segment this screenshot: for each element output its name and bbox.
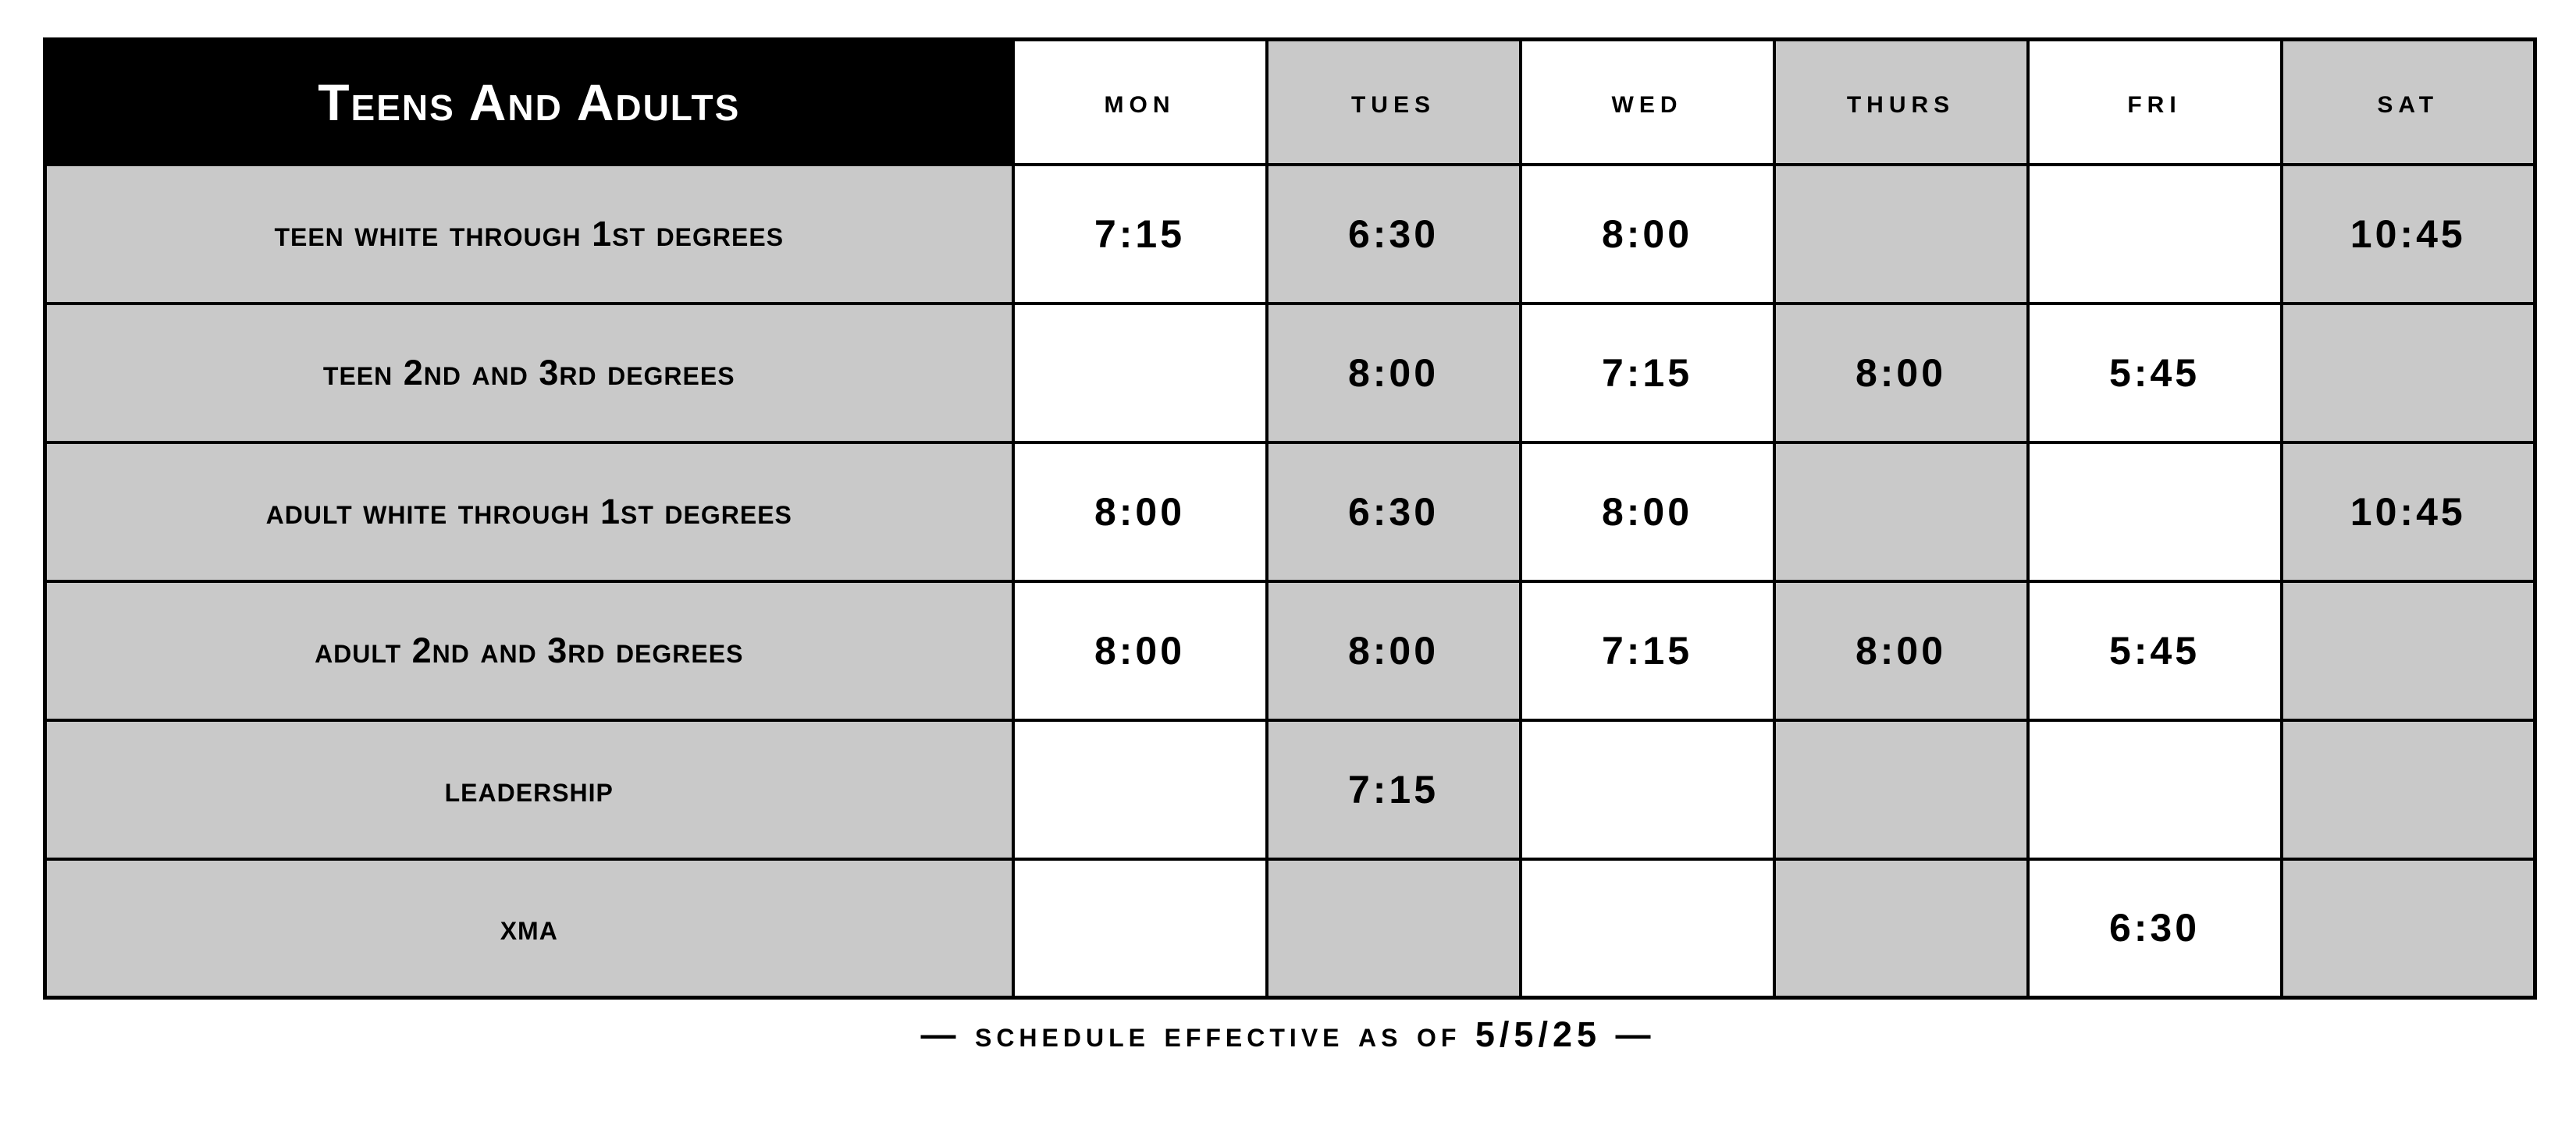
column-header-thurs: thurs	[1774, 40, 2028, 165]
time-cell: 7:15	[1521, 581, 1774, 720]
time-cell: 8:00	[1013, 581, 1267, 720]
time-cell	[1013, 720, 1267, 859]
time-cell	[1774, 859, 2028, 998]
time-cell: 6:30	[1267, 165, 1521, 304]
time-cell: 7:15	[1267, 720, 1521, 859]
time-cell: 7:15	[1521, 304, 1774, 442]
time-cell	[1774, 720, 2028, 859]
column-header-sat: sat	[2282, 40, 2535, 165]
time-cell	[2028, 720, 2282, 859]
column-header-wed: wed	[1521, 40, 1774, 165]
time-cell: 8:00	[1521, 165, 1774, 304]
schedule-table-container	[43, 37, 2533, 1000]
column-header-mon: mon	[1013, 40, 1267, 165]
column-header-fri: fri	[2028, 40, 2282, 165]
time-cell: 8:00	[1774, 581, 2028, 720]
time-cell: 6:30	[2028, 859, 2282, 998]
time-cell	[1774, 165, 2028, 304]
table-body	[45, 165, 2535, 998]
time-cell: 6:30	[1267, 442, 1521, 581]
time-cell: 8:00	[1267, 581, 1521, 720]
time-cell: 5:45	[2028, 581, 2282, 720]
table-head	[45, 40, 2535, 165]
time-cell: 10:45	[2282, 442, 2535, 581]
time-cell	[2282, 304, 2535, 442]
time-cell	[1521, 859, 1774, 998]
table-row	[45, 581, 2535, 720]
table-row	[45, 859, 2535, 998]
table-title: Teens And Adults	[45, 40, 1013, 165]
time-cell: 8:00	[1013, 442, 1267, 581]
time-cell: 5:45	[2028, 304, 2282, 442]
time-cell: 8:00	[1774, 304, 2028, 442]
row-label: xma	[45, 859, 1013, 998]
time-cell	[1267, 859, 1521, 998]
time-cell: 7:15	[1013, 165, 1267, 304]
table-row	[45, 720, 2535, 859]
time-cell	[2282, 581, 2535, 720]
table-row	[45, 165, 2535, 304]
time-cell	[2282, 859, 2535, 998]
row-label: teen 2nd and 3rd degrees	[45, 304, 1013, 442]
time-cell: 10:45	[2282, 165, 2535, 304]
header-row	[45, 40, 2535, 165]
time-cell	[2282, 720, 2535, 859]
column-header-tues: tues	[1267, 40, 1521, 165]
row-label: adult white through 1st degrees	[45, 442, 1013, 581]
time-cell	[2028, 442, 2282, 581]
class-schedule-table	[43, 37, 2537, 1000]
table-row	[45, 442, 2535, 581]
table-row	[45, 304, 2535, 442]
time-cell: 8:00	[1521, 442, 1774, 581]
row-label: teen white through 1st degrees	[45, 165, 1013, 304]
schedule-effective-note: — schedule effective as of 5/5/25 —	[920, 1014, 1656, 1054]
time-cell	[1774, 442, 2028, 581]
time-cell	[1013, 304, 1267, 442]
row-label: adult 2nd and 3rd degrees	[45, 581, 1013, 720]
row-label: leadership	[45, 720, 1013, 859]
time-cell	[1013, 859, 1267, 998]
time-cell	[2028, 165, 2282, 304]
time-cell: 8:00	[1267, 304, 1521, 442]
time-cell	[1521, 720, 1774, 859]
